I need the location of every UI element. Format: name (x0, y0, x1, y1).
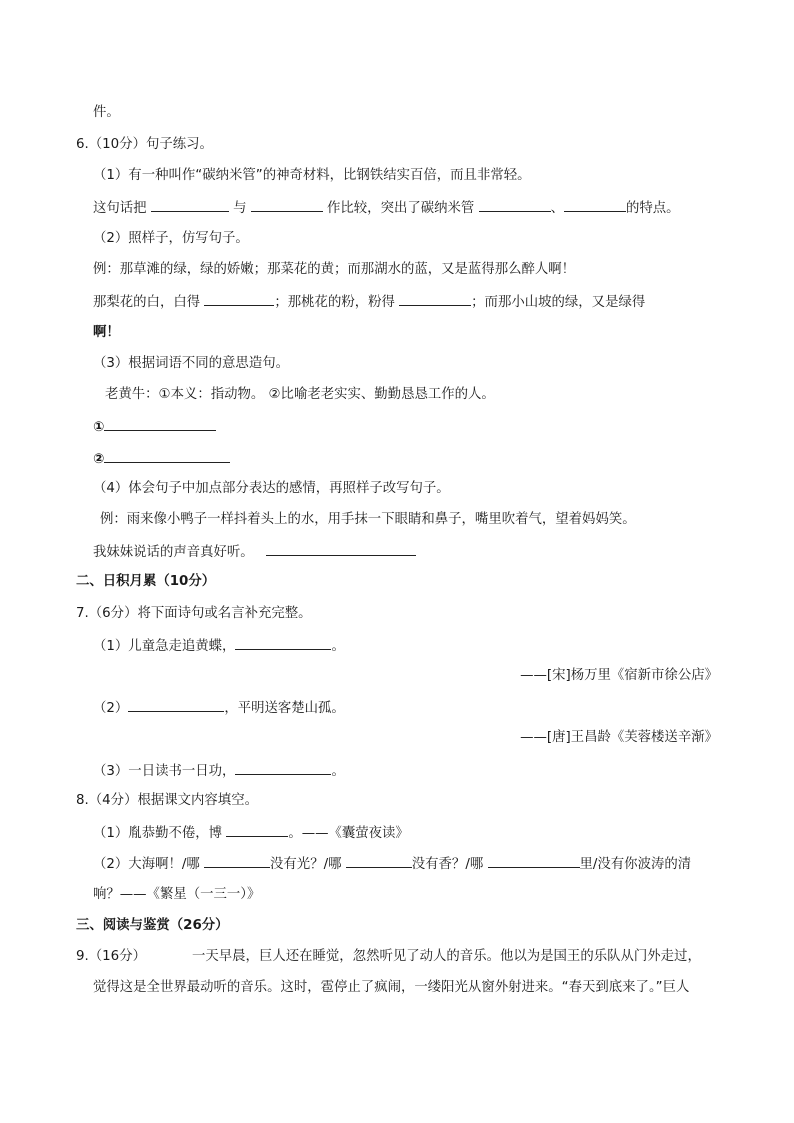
q7-part1-source: ——[宋]杨万里《宿新市徐公店》 (520, 668, 718, 683)
q6-part1-text: （1）有一种叫作“碳纳米管”的神奇材料，比钢铁结实百倍，而且非常轻。 (93, 168, 531, 183)
text: 里/没有你波涛的清 (579, 857, 692, 872)
text: 没有香？/哪 (411, 857, 484, 872)
passage-text: 一天早晨，巨人还在睡觉，忽然听见了动人的音乐。他以为是国王的乐队从门外走过， (192, 949, 701, 964)
q6-part1-fill-line (93, 198, 680, 218)
text: 。 (331, 764, 345, 779)
q6-part4-fill-line (93, 542, 416, 562)
answer-blank[interactable] (266, 542, 416, 556)
text: 的特点。 (625, 201, 680, 216)
circled-number: ① (93, 420, 105, 435)
answer-blank[interactable] (226, 823, 288, 837)
text: 没有光？/哪 (270, 857, 342, 872)
text: 。 (331, 639, 345, 654)
answer-blank[interactable] (488, 854, 580, 868)
q7-part2 (93, 698, 345, 718)
answer-blank[interactable] (346, 854, 412, 868)
text: 、 (550, 201, 564, 216)
text: （2） (93, 701, 129, 716)
text: （2）大海啊！/哪 (93, 857, 200, 872)
text: ；而那小山坡的绿，又是绿得 (471, 295, 646, 310)
answer-blank[interactable] (204, 854, 270, 868)
answer-blank[interactable] (104, 449, 230, 463)
text-fragment: 件。 (93, 105, 120, 120)
text: ；那桃花的粉，粉得 (274, 295, 395, 310)
answer-blank[interactable] (564, 198, 626, 212)
q6-part2-fill-line (93, 292, 645, 312)
text: （3）一日读书一日功， (93, 764, 236, 779)
q6-part4-example: 例：雨来像小鸭子一样抖着头上的水，用手抹一下眼睛和鼻子，嘴里吹着气，望着妈妈笑。 (100, 512, 636, 527)
answer-blank[interactable] (204, 292, 274, 306)
q6-part2-ending: 啊！ (93, 325, 120, 340)
section-2-heading: 二、日积月累（10分） (76, 574, 216, 589)
answer-blank[interactable] (251, 198, 323, 212)
circled-number: ② (93, 452, 105, 467)
q6-part2-example: 例：那草滩的绿，绿的娇嫩；那菜花的黄；而那湖水的蓝，又是蓝得那么醉人啊！ (93, 262, 576, 277)
text: 。——《囊萤夜读》 (288, 826, 409, 841)
section-3-heading: 三、阅读与鉴赏（26分） (76, 918, 229, 933)
q8-part2 (93, 854, 691, 874)
q6-part2-title: （2）照样子，仿写句子。 (93, 231, 249, 246)
q6-part3-answer-1 (93, 417, 216, 437)
text: 这句话把 (93, 201, 147, 216)
q6-part4-title: （4）体会句子中加点部分表达的感情，再照样子改写句子。 (93, 481, 450, 496)
answer-blank[interactable] (151, 198, 229, 212)
q6-part3-title: （3）根据词语不同的意思造句。 (93, 356, 289, 371)
answer-blank[interactable] (104, 417, 216, 431)
question-9-passage-start (76, 948, 701, 966)
q8-part1 (93, 823, 409, 843)
text: （1）胤恭勤不倦，博 (93, 826, 223, 841)
q6-part3-answer-2 (93, 449, 230, 469)
question-8-title: 8.（4分）根据课文内容填空。 (76, 793, 258, 808)
question-6-title: 6.（10分）句子练习。 (76, 137, 213, 152)
text: ，平明送客楚山孤。 (224, 701, 345, 716)
q7-part3 (93, 761, 345, 781)
question-9-passage-line-2: 觉得这是全世界最动听的音乐。这时，雹停止了疯闹，一缕阳光从窗外射进来。“春天到底来了。”巨人 (93, 980, 690, 995)
answer-blank[interactable] (399, 292, 471, 306)
text: 那梨花的白，白得 (93, 295, 201, 310)
text: 作比较，突出了碳纳米管 (327, 201, 475, 216)
q7-part1 (93, 636, 345, 656)
question-7-title: 7.（6分）将下面诗句或名言补充完整。 (76, 606, 312, 621)
text: （1）儿童急走追黄蝶， (93, 639, 236, 654)
q7-part2-source: ——[唐]王昌龄《芙蓉楼送辛渐》 (520, 730, 718, 745)
text: 我妹妹说话的声音真好听。 (93, 545, 254, 560)
text: 与 (233, 201, 247, 216)
answer-blank[interactable] (235, 636, 331, 650)
answer-blank[interactable] (479, 198, 551, 212)
text: 9.（16分） (76, 949, 146, 964)
answer-blank[interactable] (128, 698, 224, 712)
q8-part2-continuation: 响？——《繁星（一三一）》 (93, 887, 261, 902)
q6-part3-definition: 老黄牛：①本义：指动物。 ②比喻老老实实、勤勤恳恳工作的人。 (105, 387, 495, 402)
answer-blank[interactable] (235, 761, 331, 775)
